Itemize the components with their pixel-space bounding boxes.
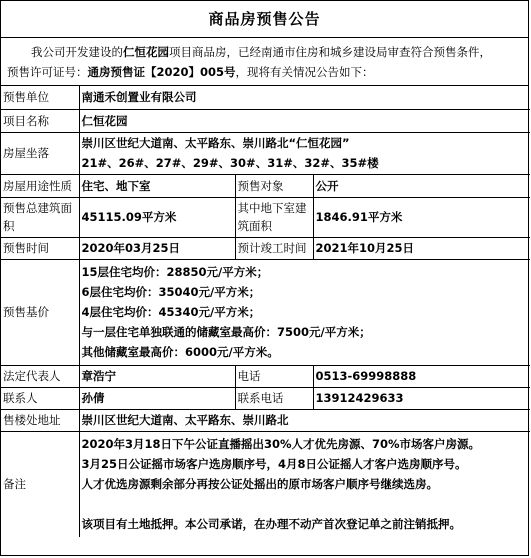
table-row bbox=[1, 387, 530, 409]
contact-phone-value: 13912429633 bbox=[313, 387, 530, 409]
seller-value: 南通禾创置业有限公司 bbox=[79, 86, 530, 109]
location-line: 崇川区世纪大道南、太平路东、崇川路北“仁恒花园” bbox=[81, 136, 350, 150]
contact-label: 联系人 bbox=[1, 387, 79, 409]
price-line: 15层住宅均价：28850元/平方米； bbox=[81, 265, 269, 279]
usage-value: 住宅、地下室 bbox=[79, 174, 235, 197]
completion-time-label: 预计竣工时间 bbox=[235, 237, 313, 259]
intro-paragraph bbox=[1, 38, 528, 86]
info-table bbox=[1, 86, 530, 537]
intro-text: 预售许可证号： bbox=[7, 65, 88, 79]
price-line: 与一层住宅单独联通的储藏室最高价：7500元/平方米； bbox=[81, 325, 371, 339]
table-row bbox=[1, 409, 530, 431]
phone-value: 0513-69998888 bbox=[313, 365, 530, 387]
price-label: 预售基价 bbox=[1, 259, 79, 365]
total-area-value: 45115.09平方米 bbox=[79, 197, 235, 237]
presale-time-label: 预售时间 bbox=[1, 237, 79, 259]
completion-time-value: 2021年10月25日 bbox=[313, 237, 530, 259]
basement-area-label: 其中地下室建筑面积 bbox=[235, 197, 313, 237]
notes-value bbox=[79, 431, 530, 537]
target-label: 预售对象 bbox=[235, 174, 313, 197]
phone-label: 电话 bbox=[235, 365, 313, 387]
notes-line: 人才优选房源剩余部分再按公证处摇出的原市场客户顺序号继续选房。 bbox=[81, 477, 438, 492]
table-row bbox=[1, 237, 530, 259]
intro-project-name: 仁恒花园 bbox=[123, 45, 169, 59]
intro-text: ，现将有关情况公告如下： bbox=[235, 65, 374, 79]
contact-phone-label: 联系电话 bbox=[235, 387, 313, 409]
page-title: 商品房预售公告 bbox=[1, 1, 528, 38]
intro-text: 我公司开发建设的 bbox=[31, 45, 123, 59]
table-row bbox=[1, 431, 530, 537]
intro-text: 项目商品房，已经南通市住房和城乡建设局审查符合预售条件， bbox=[169, 45, 491, 59]
location-label: 房屋坐落 bbox=[1, 132, 79, 174]
legal-rep-value: 章浩宁 bbox=[79, 365, 235, 387]
intro-license-number: 通房预售证【2020】005号 bbox=[87, 65, 236, 79]
sales-office-value: 崇川区世纪大道南、太平路东、崇川路北 bbox=[79, 409, 530, 431]
table-row bbox=[1, 259, 530, 365]
project-label: 项目名称 bbox=[1, 109, 79, 132]
price-line: 其他储藏室最高价：6000元/平方米。 bbox=[81, 345, 279, 359]
legal-rep-label: 法定代表人 bbox=[1, 365, 79, 387]
contact-value: 孙倩 bbox=[79, 387, 235, 409]
usage-label: 房屋用途性质 bbox=[1, 174, 79, 197]
notes-line bbox=[82, 494, 529, 514]
table-row bbox=[1, 132, 530, 174]
table-row bbox=[1, 365, 530, 387]
table-row bbox=[1, 174, 530, 197]
location-buildings: 21#、26#、27#、29#、30#、31#、32#、35#楼 bbox=[81, 156, 379, 170]
presale-time-value: 2020年03月25日 bbox=[79, 237, 235, 259]
project-value: 仁恒花园 bbox=[79, 109, 530, 132]
total-area-label: 预售总建筑面积 bbox=[1, 197, 79, 237]
notes-line: 2020年3月18日下午公证直播摇出30%人才优先房源、70%市场客户房源。 bbox=[81, 437, 481, 452]
target-value: 公开 bbox=[313, 174, 530, 197]
sales-office-label: 售楼处地址 bbox=[1, 409, 79, 431]
notes-line: 该项目有土地抵押。本公司承诺，在办理不动产首次登记单之前注销抵押。 bbox=[81, 517, 461, 532]
price-value bbox=[79, 259, 530, 365]
table-row bbox=[1, 197, 530, 237]
notes-line: 3月25日公证摇市场客户选房顺序号，4月8日公证摇人才客户选房顺序号。 bbox=[81, 457, 467, 472]
price-line: 4层住宅均价：45340元/平方米； bbox=[81, 305, 261, 319]
seller-label: 预售单位 bbox=[1, 86, 79, 109]
table-row bbox=[1, 86, 530, 109]
notes-label: 备注 bbox=[1, 431, 79, 537]
location-value bbox=[79, 132, 530, 174]
price-line: 6层住宅均价：35040元/平方米； bbox=[81, 285, 261, 299]
table-row bbox=[1, 109, 530, 132]
basement-area-value: 1846.91平方米 bbox=[313, 197, 530, 237]
